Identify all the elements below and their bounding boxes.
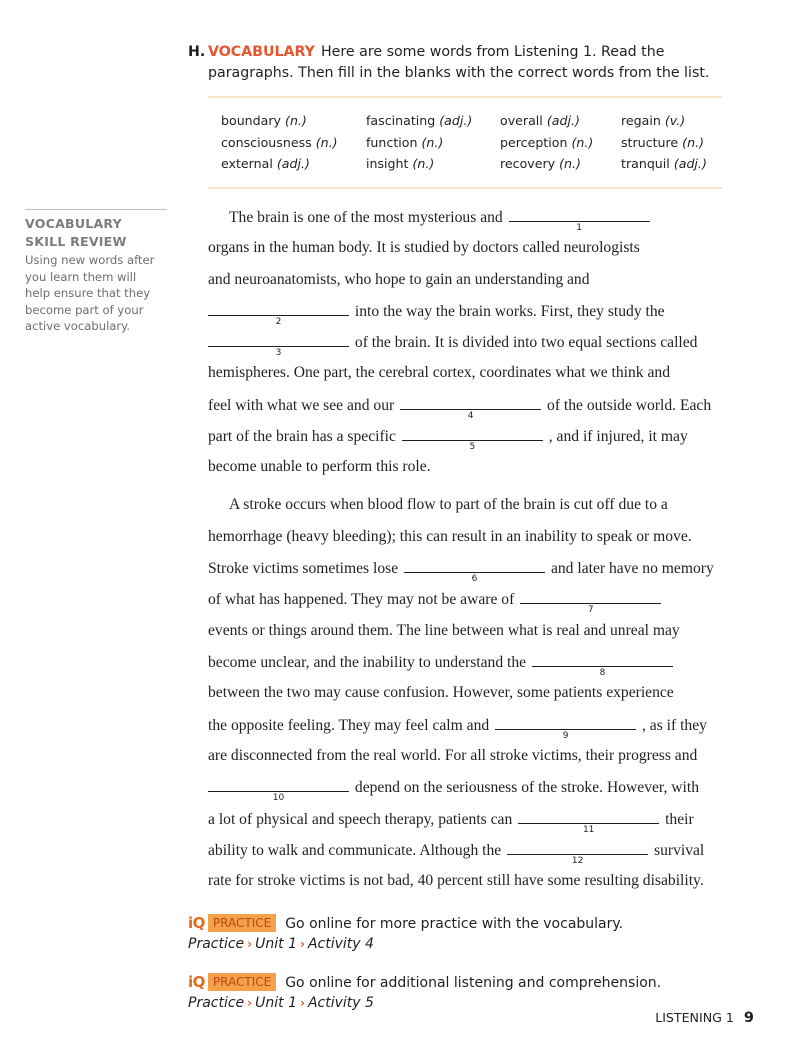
answer-blank[interactable] (495, 715, 636, 741)
practice-badge: PRACTICE (208, 914, 276, 932)
word-item: structure (n.) (621, 134, 704, 150)
passage-text: and neuroanatomists, who hope to gain an understanding and (208, 271, 590, 288)
passage-text: ability to walk and communicate. Although the (208, 842, 502, 859)
passage-line (208, 746, 697, 766)
passage-text: and later have no memory (550, 560, 714, 577)
word-item: insight (n.) (366, 156, 435, 171)
passage-text: the opposite feeling. They may feel calm and (208, 717, 490, 734)
blank-number: 7 (587, 605, 594, 615)
passage-text: their (665, 811, 694, 828)
passage-text: A stroke occurs when blood flow to part of the brain is cut off due to a (229, 496, 668, 513)
passage-line (208, 871, 704, 891)
sidebar-title-line-2: SKILL REVIEW (25, 234, 127, 249)
practice-text: Go online for additional listening and comprehension. (285, 975, 662, 991)
blank-number: 12 (571, 856, 584, 866)
breadcrumb-item[interactable]: Activity 5 (307, 995, 374, 1011)
breadcrumb-item[interactable]: Unit 1 (255, 995, 297, 1011)
iq-logo: iQ (188, 914, 205, 932)
exercise-tag: VOCABULARY (208, 44, 315, 60)
word-list-box (208, 96, 722, 189)
word-column (366, 110, 472, 175)
skill-review-sidebar (25, 209, 167, 335)
exercise-letter: H. (188, 44, 206, 60)
passage-line (208, 270, 590, 290)
chevron-right-icon: › (247, 996, 253, 1010)
practice-breadcrumb[interactable] (188, 934, 623, 954)
passage-text: survival (654, 842, 705, 859)
word-item: tranquil (adj.) (621, 156, 707, 171)
passage-text: of what has happened. They may not be aware of (208, 591, 515, 608)
passage-line (208, 457, 431, 477)
answer-blank[interactable] (208, 777, 349, 803)
breadcrumb-item[interactable]: Practice (188, 995, 245, 1011)
passage-line (208, 527, 692, 547)
chevron-right-icon: › (299, 996, 305, 1010)
passage-line (208, 363, 670, 383)
answer-blank[interactable] (507, 840, 648, 866)
practice-badge: PRACTICE (208, 973, 276, 991)
practice-block-2 (188, 971, 661, 1013)
passage-text: a lot of physical and speech therapy, patients can (208, 811, 513, 828)
passage-line (208, 332, 698, 358)
passage-text: organs in the human body. It is studied by doctors called neurologists (208, 239, 640, 256)
page-number: 9 (743, 1010, 754, 1026)
passage-line (229, 207, 652, 233)
practice-block-1 (188, 912, 623, 954)
page-footer (655, 1010, 754, 1026)
sidebar-body-line: active vocabulary. (25, 319, 131, 333)
passage-text: , and if injured, it may (548, 428, 688, 445)
sidebar-body-line: Using new words after (25, 253, 155, 267)
passage-line (208, 777, 699, 803)
answer-blank[interactable] (518, 809, 659, 835)
word-item: regain (v.) (621, 113, 686, 128)
passage-text: are disconnected from the real world. For all stroke victims, their progress and (208, 747, 698, 764)
exercise-instruction (188, 42, 728, 84)
passage-text: into the way the brain works. First, they study the (354, 303, 665, 320)
iq-logo: iQ (188, 973, 205, 991)
passage-text: Stroke victims sometimes lose (208, 560, 399, 577)
blank-number: 2 (275, 317, 282, 327)
sidebar-body-line: help ensure that they (25, 286, 151, 300)
passage-text: rate for stroke victims is not bad, 40 percent still have some resulting disability. (208, 872, 704, 889)
passage-line (208, 301, 665, 327)
answer-blank[interactable] (404, 558, 545, 584)
blank-number: 11 (582, 825, 595, 835)
word-item: fascinating (adj.) (366, 113, 473, 128)
passage-text: of the brain. It is divided into two equal sections called (354, 334, 698, 351)
passage-text: events or things around them. The line between what is real and unreal may (208, 622, 680, 639)
passage-line (208, 840, 705, 866)
blank-number: 5 (469, 442, 476, 452)
answer-blank[interactable] (532, 652, 673, 678)
passage-line (208, 238, 640, 258)
sidebar-body (25, 252, 167, 335)
passage-line (208, 621, 680, 641)
passage-line (208, 589, 663, 615)
word-item: function (n.) (366, 134, 444, 150)
word-item: external (adj.) (221, 156, 310, 171)
passage-line (208, 683, 674, 703)
blank-number: 6 (471, 574, 478, 584)
passage-line (229, 495, 668, 515)
blank-number: 1 (576, 223, 582, 233)
passage-line (208, 426, 688, 452)
instruction-line-1: Here are some words from Listening 1. Read the (320, 44, 665, 60)
breadcrumb-item[interactable]: Practice (188, 936, 245, 952)
passage-text: part of the brain has a specific (208, 428, 396, 445)
word-item: consciousness (n.) (221, 134, 338, 150)
passage-text: between the two may cause confusion. However, some patients experience (208, 684, 674, 701)
passage-text: hemorrhage (heavy bleeding); this can result in an inability to speak or move. (208, 528, 692, 545)
passage-line (208, 395, 712, 421)
sidebar-body-line: you learn them will (25, 269, 137, 284)
instruction-line-2: paragraphs. Then fill in the blanks with the correct words from the list. (208, 65, 710, 81)
passage-text: hemispheres. One part, the cerebral cortex, coordinates what we think and (208, 364, 671, 381)
chevron-right-icon: › (299, 937, 305, 951)
blank-number: 4 (467, 411, 474, 421)
word-item: boundary (n.) (221, 113, 307, 128)
word-item: perception (n.) (500, 134, 594, 150)
word-item: recovery (n.) (500, 156, 581, 171)
footer-section: LISTENING 1 (655, 1010, 734, 1025)
answer-blank[interactable] (509, 207, 650, 233)
practice-text: Go online for more practice with the vocabulary. (285, 916, 624, 932)
word-column (221, 110, 338, 175)
chevron-right-icon: › (247, 937, 253, 951)
breadcrumb-item[interactable]: Unit 1 (255, 936, 297, 952)
sidebar-body-line: become part of your (25, 302, 144, 317)
passage-text: feel with what we see and our (208, 397, 395, 414)
passage-text: of the outside world. Each (547, 397, 712, 414)
answer-blank[interactable] (208, 332, 349, 358)
passage-text: , as if they (641, 717, 707, 734)
blank-number: 10 (272, 793, 285, 803)
passage-line (208, 652, 675, 678)
answer-blank[interactable] (400, 395, 541, 421)
sidebar-title-line-1: VOCABULARY (25, 216, 122, 231)
blank-number: 8 (599, 668, 606, 678)
practice-breadcrumb[interactable] (188, 993, 661, 1013)
answer-blank[interactable] (520, 589, 661, 615)
breadcrumb-item[interactable]: Activity 4 (307, 936, 374, 952)
passage-text: The brain is one of the most mysterious and (229, 209, 503, 226)
passage-text: become unable to perform this role. (208, 458, 431, 475)
answer-blank[interactable] (208, 301, 349, 327)
passage-text: depend on the seriousness of the stroke. However, with (354, 779, 699, 796)
passage-line (208, 809, 694, 835)
word-column (500, 110, 593, 175)
passage-line (208, 715, 707, 741)
word-item: overall (adj.) (500, 113, 580, 128)
answer-blank[interactable] (402, 426, 543, 452)
word-column (621, 110, 707, 175)
blank-number: 3 (275, 348, 282, 358)
blank-number: 9 (562, 731, 569, 741)
passage-text: become unclear, and the inability to understand the (208, 654, 527, 671)
passage-line (208, 558, 714, 584)
